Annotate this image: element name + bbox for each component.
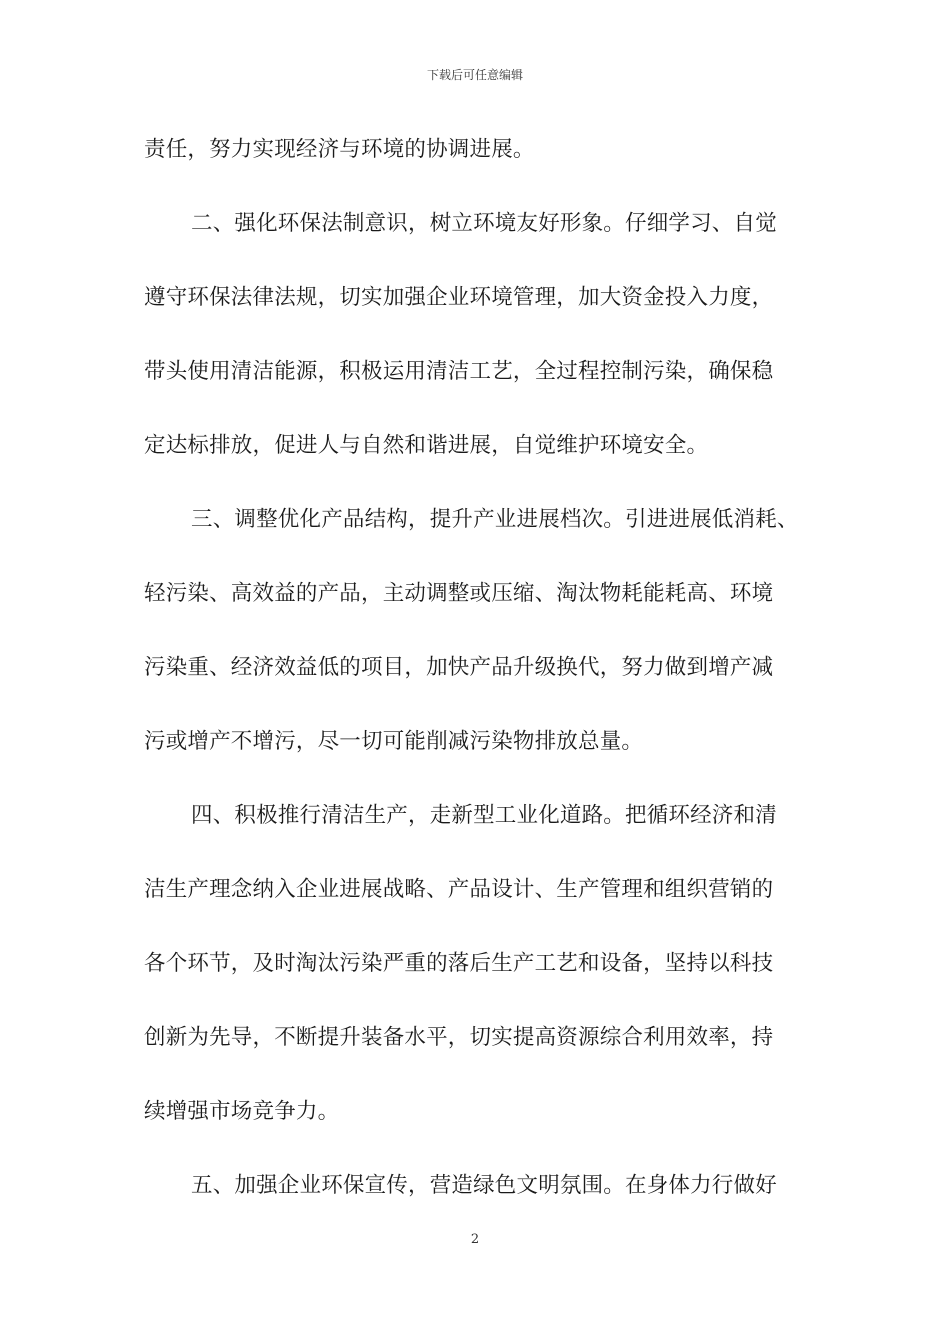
paragraph xyxy=(144,492,834,788)
text-line: 二、强化环保法制意识，树立环境友好形象。仔细学习、自觉 xyxy=(191,211,777,236)
page-number: 2 xyxy=(470,1232,480,1247)
text-line: 遵守环保法律法规，切实加强企业环境管理，加大资金投入力度， xyxy=(144,285,774,310)
text-line: 五、加强企业环保宣传，营造绿色文明氛围。在身体力行做好 xyxy=(191,1173,777,1198)
text-line: 定达标排放，促进人与自然和谐进展，自觉维护环境安全。 xyxy=(144,433,709,458)
text-line: 污染重、经济效益低的项目，加快产品升级换代，努力做到增产减 xyxy=(144,655,774,680)
text-line: 带头使用清洁能源，积极运用清洁工艺，全过程控制污染，确保稳 xyxy=(144,359,774,384)
text-line: 三、调整优化产品结构，提升产业进展档次。引进进展低消耗、 xyxy=(191,507,799,532)
text-line: 污或增产不增污，尽一切可能削减污染物排放总量。 xyxy=(144,729,644,754)
text-line: 各个环节，及时淘汰污染严重的落后生产工艺和设备，坚持以科技 xyxy=(144,951,774,976)
text-line: 创新为先导，不断提升装备水平，切实提高资源综合利用效率，持 xyxy=(144,1025,774,1050)
paragraph xyxy=(144,122,834,196)
document-body xyxy=(144,122,834,1232)
paragraph xyxy=(144,196,834,492)
text-line: 四、积极推行清洁生产，走新型工业化道路。把循环经济和清 xyxy=(191,803,777,828)
text-line: 洁生产理念纳入企业进展战略、产品设计、生产管理和组织营销的 xyxy=(144,877,774,902)
page-header-note: 下载后可任意编辑 xyxy=(426,68,523,82)
paragraph xyxy=(144,788,834,1158)
text-line: 责任，努力实现经济与环境的协调进展。 xyxy=(144,137,535,162)
text-line: 轻污染、高效益的产品，主动调整或压缩、淘汰物耗能耗高、环境 xyxy=(144,581,774,606)
text-line: 续增强市场竞争力。 xyxy=(144,1099,340,1124)
paragraph xyxy=(144,1158,834,1232)
